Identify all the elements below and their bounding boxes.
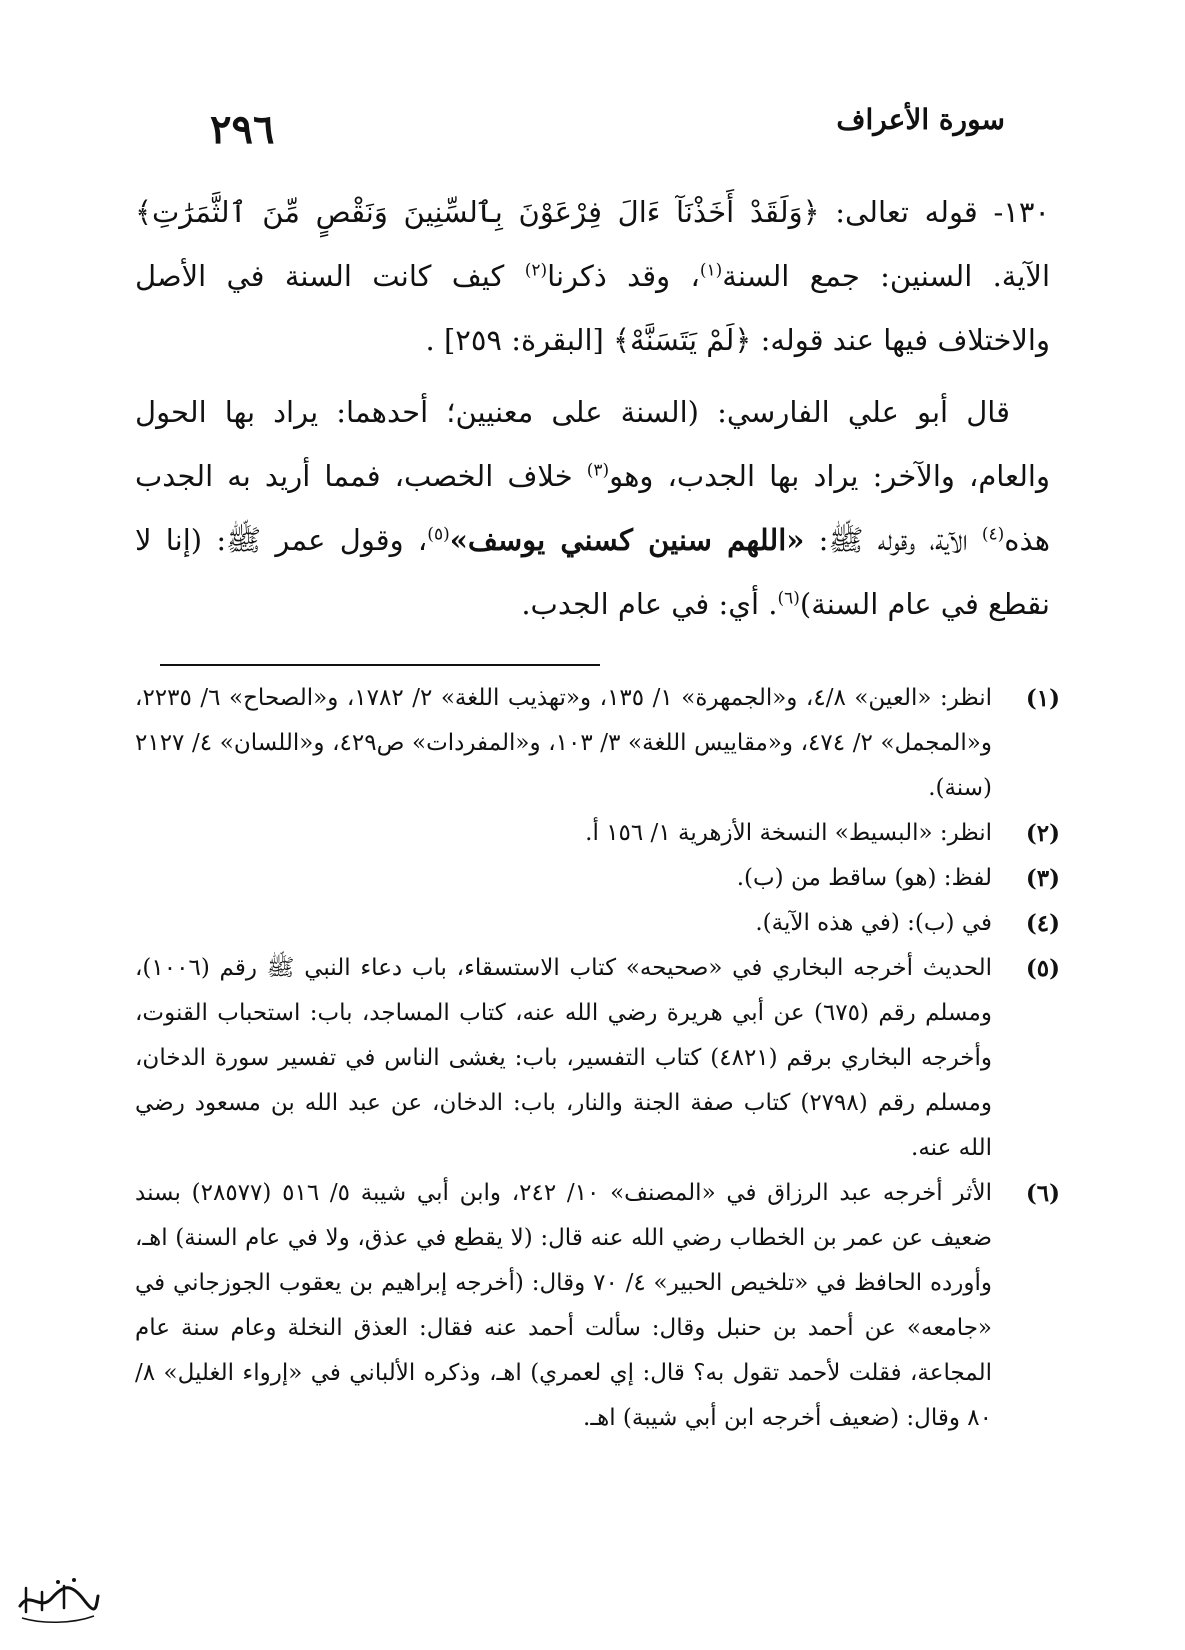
hadith-quote: «اللهم سنين كسني يوسف» xyxy=(449,523,805,557)
para1-tail: كيف كانت السنة في الأصل والاختلاف فيها عند قوله: ﴿لَمْ يَتَسَنَّهْ﴾ [البقرة: ٢٥٩] . xyxy=(135,259,1050,357)
footnote-number: (٢) xyxy=(1025,820,1060,847)
footnote-2 xyxy=(135,811,1060,856)
paragraph-verse-130 xyxy=(135,180,1050,372)
footnote-text: في (ب): (في هذه الآية). xyxy=(755,910,992,936)
footnote-3 xyxy=(135,856,1060,901)
footnotes xyxy=(135,676,1060,1441)
footnote-text: انظر: «العين» ٤/٨، و«الجمهرة» ١/ ١٣٥، و«تهذيب اللغة» ٢/ ١٧٨٢، و«الصحاح» ٦/ ٢٢٣٥، و«المجمل» ٢/ ٤٧٤، و«مقاييس اللغة» ٣/ ١٠٣، و«المفردات» ص٤٢٩، و«اللسان» ٤/ ٢١٢٧ (سنة). xyxy=(135,685,993,801)
footnote-4 xyxy=(135,901,1060,946)
publisher-calligraphy-logo-icon xyxy=(12,1568,102,1628)
footnote-text: لفظ: (هو) ساقط من (ب). xyxy=(736,865,992,891)
footnote-ref-2[interactable]: (٢) xyxy=(524,260,548,281)
footnote-1 xyxy=(135,676,1060,811)
page-number: ٢٩٦ xyxy=(210,106,275,153)
footnote-5 xyxy=(135,946,1060,1171)
main-text xyxy=(135,180,1050,636)
para2-s5: . أي: في عام الجدب. xyxy=(521,587,778,621)
footnote-separator xyxy=(160,664,600,666)
footnote-text: الأثر أخرجه عبد الرزاق في «المصنف» ١٠/ ٢٤٢، وابن أبي شيبة ٥/ ٥١٦ (٢٨٥٧٧) بسند ضعيف عن عمر بن الخطاب رضي الله عنه قال: (لا يقطع في عذق، ولا في عام السنة) اهـ، وأورده الحافظ في «تلخيص الحبير» ٤/ ٧٠ وقال: (أخرجه إبراهيم بن يعقوب الجوزجاني في «جامعه» عن أحمد بن حنبل وقال: سألت أحمد عنه فقال: العذق النخلة وعام سنة عام المجاعة، فقلت لأحمد تقول به؟ قال: إي لعمري) اهـ، وذكره الألباني في «إرواء الغليل» ٨/ ٨٠ وقال: (ضعيف أخرجه ابن أبي شيبة) اهـ. xyxy=(135,1180,992,1431)
footnote-number: (٥) xyxy=(1025,955,1060,982)
footnote-text: انظر: «البسيط» النسخة الأزهرية ١/ ١٥٦ أ. xyxy=(585,820,992,846)
footnote-ref-3[interactable]: (٣) xyxy=(586,460,610,481)
para1-mid: ، وقد ذكرنا xyxy=(547,259,700,293)
surah-title: سورة الأعراف xyxy=(836,103,1005,136)
paragraph-farisi-quote xyxy=(135,380,1050,636)
footnote-number: (٣) xyxy=(1025,865,1060,892)
para1-lead: ١٣٠- قوله تعالى: ﴿وَلَقَدْ أَخَذْنَآ ءَالَ فِرْعَوْنَ بِٱلسِّنِينَ وَنَقْصٍ مِّنَ ٱلثَّمَرَٰتِ﴾ الآية. السنين: جمع السنة xyxy=(135,195,1051,293)
footnote-ref-1[interactable]: (١) xyxy=(699,260,723,281)
footnote-number: (٦) xyxy=(1025,1180,1060,1207)
para2-s3: الآية، وقوله ﷺ: xyxy=(804,523,982,557)
para2-s1: قال أبو علي الفارسي: (السنة على معنيين؛ أحدهما: يراد بها الحول والعام، والآخر: يراد بها الجدب، وهو xyxy=(135,395,1050,493)
para2-s2: خلاف الخصب، فمما أريد به الجدب هذه xyxy=(135,459,1050,557)
footnote-ref-4[interactable]: (٤) xyxy=(981,524,1005,545)
para2-s4: ، وقول عمر ﷺ: (إنا لا نقطع في عام السنة) xyxy=(135,523,1050,621)
footnote-ref-5[interactable]: (٥) xyxy=(427,524,450,545)
page-header xyxy=(140,98,1005,153)
footnote-ref-6[interactable]: (٦) xyxy=(777,588,800,609)
footnote-number: (٤) xyxy=(1025,910,1060,937)
footnote-text: الحديث أخرجه البخاري في «صحيحه» كتاب الاستسقاء، باب دعاء النبي ﷺ رقم (١٠٠٦)، ومسلم رقم (٦٧٥) عن أبي هريرة رضي الله عنه، كتاب المساجد، باب: استحباب القنوت، وأخرجه البخاري برقم (٤٨٢١) كتاب التفسير، باب: يغشى الناس في تفسير سورة الدخان، ومسلم رقم (٢٧٩٨) كتاب صفة الجنة والنار، باب: الدخان، عن عبد الله بن مسعود رضي الله عنه. xyxy=(135,955,992,1161)
footnote-number: (١) xyxy=(1025,685,1060,712)
footnote-6 xyxy=(135,1171,1060,1441)
